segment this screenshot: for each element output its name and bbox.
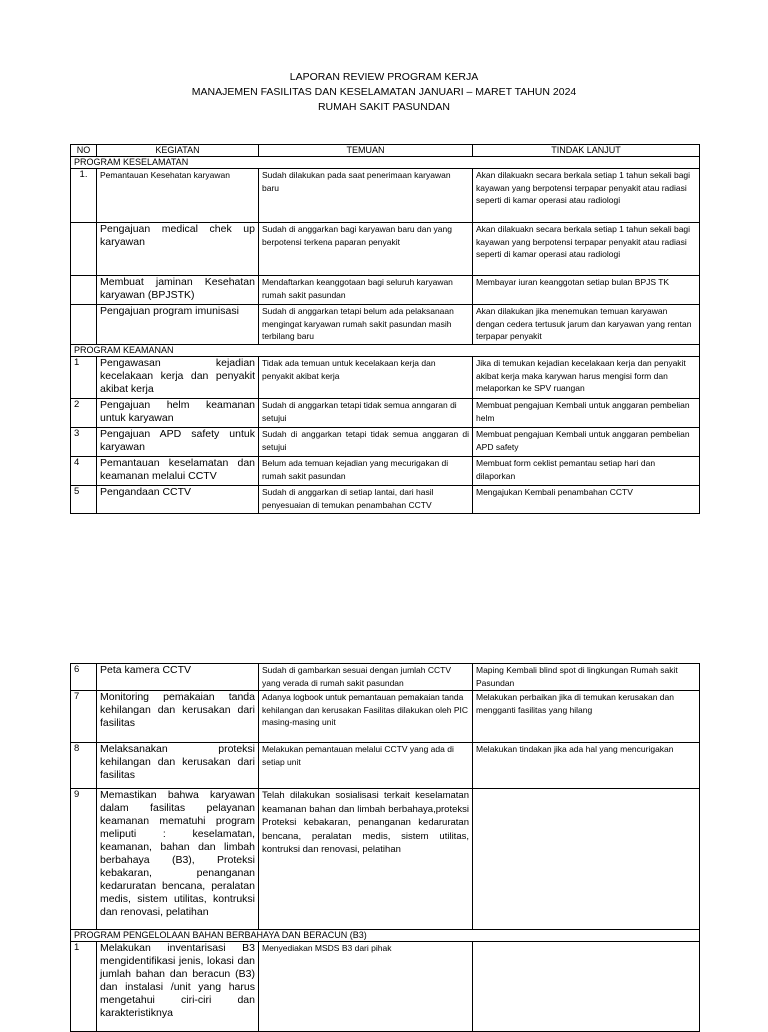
- row-kegiatan: Pengajuan helm keamanan untuk karyawan: [97, 399, 259, 428]
- row-tindak-lanjut: Membayar iuran keanggotan setiap bulan BPJS TK: [473, 276, 700, 305]
- table-row: [71, 743, 700, 789]
- table-row: [71, 357, 700, 399]
- row-tindak-lanjut: [473, 789, 700, 930]
- row-kegiatan: Peta kamera CCTV: [97, 664, 259, 691]
- section-row: [71, 345, 700, 357]
- row-kegiatan: Melakukan inventarisasi B3 mengidentifikasi jenis, lokasi dan jumlah bahan dan beracun (B3) dan instalasi /unit yang harus mengetahui ciri-ciri dan karakteristiknya: [97, 942, 259, 1032]
- row-tindak-lanjut: Melakukan perbaikan jika di temukan kerusakan dan mengganti fasilitas yang hilang: [473, 691, 700, 743]
- row-no: 2: [71, 399, 97, 428]
- table-row: [71, 789, 700, 930]
- table-row: [71, 942, 700, 1032]
- row-no: 1: [71, 357, 97, 399]
- col-header-tindak-lanjut: TINDAK LANJUT: [473, 145, 700, 157]
- table-row: [71, 169, 700, 223]
- row-no: 1.: [71, 169, 97, 223]
- row-no: [71, 223, 97, 276]
- row-temuan: Sudah di gambarkan sesuai dengan jumlah CCTV yang verada di rumah sakit pasundan: [259, 664, 473, 691]
- report-table-page-1: [70, 144, 700, 514]
- row-no: 8: [71, 743, 97, 789]
- row-tindak-lanjut: Akan dilakuakn secara berkala setiap 1 tahun sekali bagi kayawan yang berpotensi terpapar penyakit atau radiasi seperti di kamar operasi atau radiologi: [473, 169, 700, 223]
- row-tindak-lanjut: Maping Kembali blind spot di lingkungan Rumah sakit Pasundan: [473, 664, 700, 691]
- row-temuan: Melakukan pemantauan melalui CCTV yang ada di setiap unit: [259, 743, 473, 789]
- row-no: 4: [71, 457, 97, 486]
- row-tindak-lanjut: Membuat pengajuan Kembali untuk anggaran pembelian helm: [473, 399, 700, 428]
- row-temuan: Menyediakan MSDS B3 dari pihak: [259, 942, 473, 1032]
- row-kegiatan: Membuat jaminan Kesehatan karyawan (BPJSTK): [97, 276, 259, 305]
- row-temuan: Mendaftarkan keanggotaan bagi seluruh karyawan rumah sakit pasundan: [259, 276, 473, 305]
- row-no: 1: [71, 942, 97, 1032]
- row-kegiatan: Melaksanakan proteksi kehilangan dan kerusakan dari fasilitas: [97, 743, 259, 789]
- row-tindak-lanjut: [473, 942, 700, 1032]
- table-row: [71, 691, 700, 743]
- row-tindak-lanjut: Akan dilakukan jika menemukan temuan karyawan dengan cedera tertusuk jarum dan karyawan yang rentan terpapar penyakit: [473, 305, 700, 345]
- row-kegiatan: Pemantauan keselamatan dan keamanan melalui CCTV: [97, 457, 259, 486]
- table-row: [71, 223, 700, 276]
- row-kegiatan: Monitoring pemakaian tanda kehilangan dan kerusakan dari fasilitas: [97, 691, 259, 743]
- row-temuan: Tidak ada temuan untuk kecelakaan kerja dan penyakit akibat kerja: [259, 357, 473, 399]
- row-tindak-lanjut: Membuat pengajuan Kembali untuk anggaran pembelian APD safety: [473, 428, 700, 457]
- table-row: [71, 457, 700, 486]
- section-row: [71, 157, 700, 169]
- table-row: [71, 276, 700, 305]
- row-temuan: Telah dilakukan sosialisasi terkait keselamatan keamanan bahan dan limbah berbahaya,proteksi Proteksi kebakaran, penanganan kedaruratan bencana, peralatan medis, sistem utilitas, kontruksi dan renovasi, pelatihan: [259, 789, 473, 930]
- col-header-kegiatan: KEGIATAN: [97, 145, 259, 157]
- row-kegiatan: Pemantauan Kesehatan karyawan: [97, 169, 259, 223]
- row-no: 7: [71, 691, 97, 743]
- title-line-3: RUMAH SAKIT PASUNDAN: [317, 101, 451, 113]
- section-title-b3: PROGRAM PENGELOLAAN BAHAN BERBAHAYA DAN BERACUN (B3): [71, 930, 700, 942]
- row-no: [71, 276, 97, 305]
- table-row: [71, 428, 700, 457]
- row-temuan: Sudah di anggarkan tetapi tidak semua anngaran di setujui: [259, 399, 473, 428]
- row-temuan: Sudah dilakukan pada saat penerimaan karyawan baru: [259, 169, 473, 223]
- row-kegiatan: Pengajuan medical chek up karyawan: [97, 223, 259, 276]
- report-table-page-2: [70, 663, 700, 1032]
- section-title-keamanan: PROGRAM KEAMANAN: [71, 345, 700, 357]
- row-kegiatan: Pengajuan APD safety untuk karyawan: [97, 428, 259, 457]
- row-temuan: Belum ada temuan kejadian yang mecurigakan di rumah sakit pasundan: [259, 457, 473, 486]
- row-temuan: Sudah di anggarkan tetapi tidak semua anggaran di setujui: [259, 428, 473, 457]
- table-row: [71, 486, 700, 514]
- report-title: [70, 70, 698, 115]
- row-no: 5: [71, 486, 97, 514]
- table-row: [71, 305, 700, 345]
- row-temuan: Sudah di anggarkan tetapi belum ada pelaksanaan mengingat karyawan rumah sakit pasundan masih terbilang baru: [259, 305, 473, 345]
- title-line-1: LAPORAN REVIEW PROGRAM KERJA: [289, 71, 479, 83]
- row-tindak-lanjut: Membuat form ceklist pemantau setiap hari dan dilaporkan: [473, 457, 700, 486]
- row-tindak-lanjut: Akan dilakuakn secara berkala setiap 1 tahun sekali bagi kayawan yang berpotensi terpapar penyakit atau radiasi seperti di kamar operasi atau radiologi: [473, 223, 700, 276]
- row-kegiatan: Pengajuan program imunisasi: [97, 305, 259, 345]
- row-no: [71, 305, 97, 345]
- row-kegiatan: Memastikan bahwa karyawan dalam fasilitas pelayanan keamanan mematuhi program meliputi : keselamatan, keamanan, bahan dan limbah berbahaya (B3), Proteksi kebakaran, penanganan kedaruratan bencana, peralatan medis, sistem utilitas, kontruksi dan renovasi, pelatihan: [97, 789, 259, 930]
- row-temuan: Sudah di anggarkan di setiap lantai, dari hasil penyesuaian di temukan penambahan CCTV: [259, 486, 473, 514]
- row-tindak-lanjut: Jika di temukan kejadian kecelakaan kerja dan penyakit akibat kerja maka karywan harus mengisi form dan melaporkan ke SPV ruangan: [473, 357, 700, 399]
- title-line-2: MANAJEMEN FASILITAS DAN KESELAMATAN JANUARI – MARET TAHUN 2024: [191, 86, 577, 98]
- row-kegiatan: Pengawasan kejadian kecelakaan kerja dan penyakit akibat kerja: [97, 357, 259, 399]
- table-row: [71, 399, 700, 428]
- section-title-keselamatan: PROGRAM KESELAMATAN: [71, 157, 700, 169]
- row-no: 3: [71, 428, 97, 457]
- col-header-no: NO: [71, 145, 97, 157]
- row-no: 9: [71, 789, 97, 930]
- row-tindak-lanjut: Mengajukan Kembali penambahan CCTV: [473, 486, 700, 514]
- row-tindak-lanjut: Melakukan tindakan jika ada hal yang mencurigakan: [473, 743, 700, 789]
- section-row: [71, 930, 700, 942]
- row-temuan: Sudah di anggarkan bagi karyawan baru dan yang berpotensi terkena paparan penyakit: [259, 223, 473, 276]
- row-temuan: Adanya logbook untuk pemantauan pemakaian tanda kehilangan dan kerusakan Fasilitas dilakukan oleh PIC masing-masing unit: [259, 691, 473, 743]
- table-row: [71, 664, 700, 691]
- col-header-temuan: TEMUAN: [259, 145, 473, 157]
- row-no: 6: [71, 664, 97, 691]
- row-kegiatan: Pengandaan CCTV: [97, 486, 259, 514]
- table-header-row: [71, 145, 700, 157]
